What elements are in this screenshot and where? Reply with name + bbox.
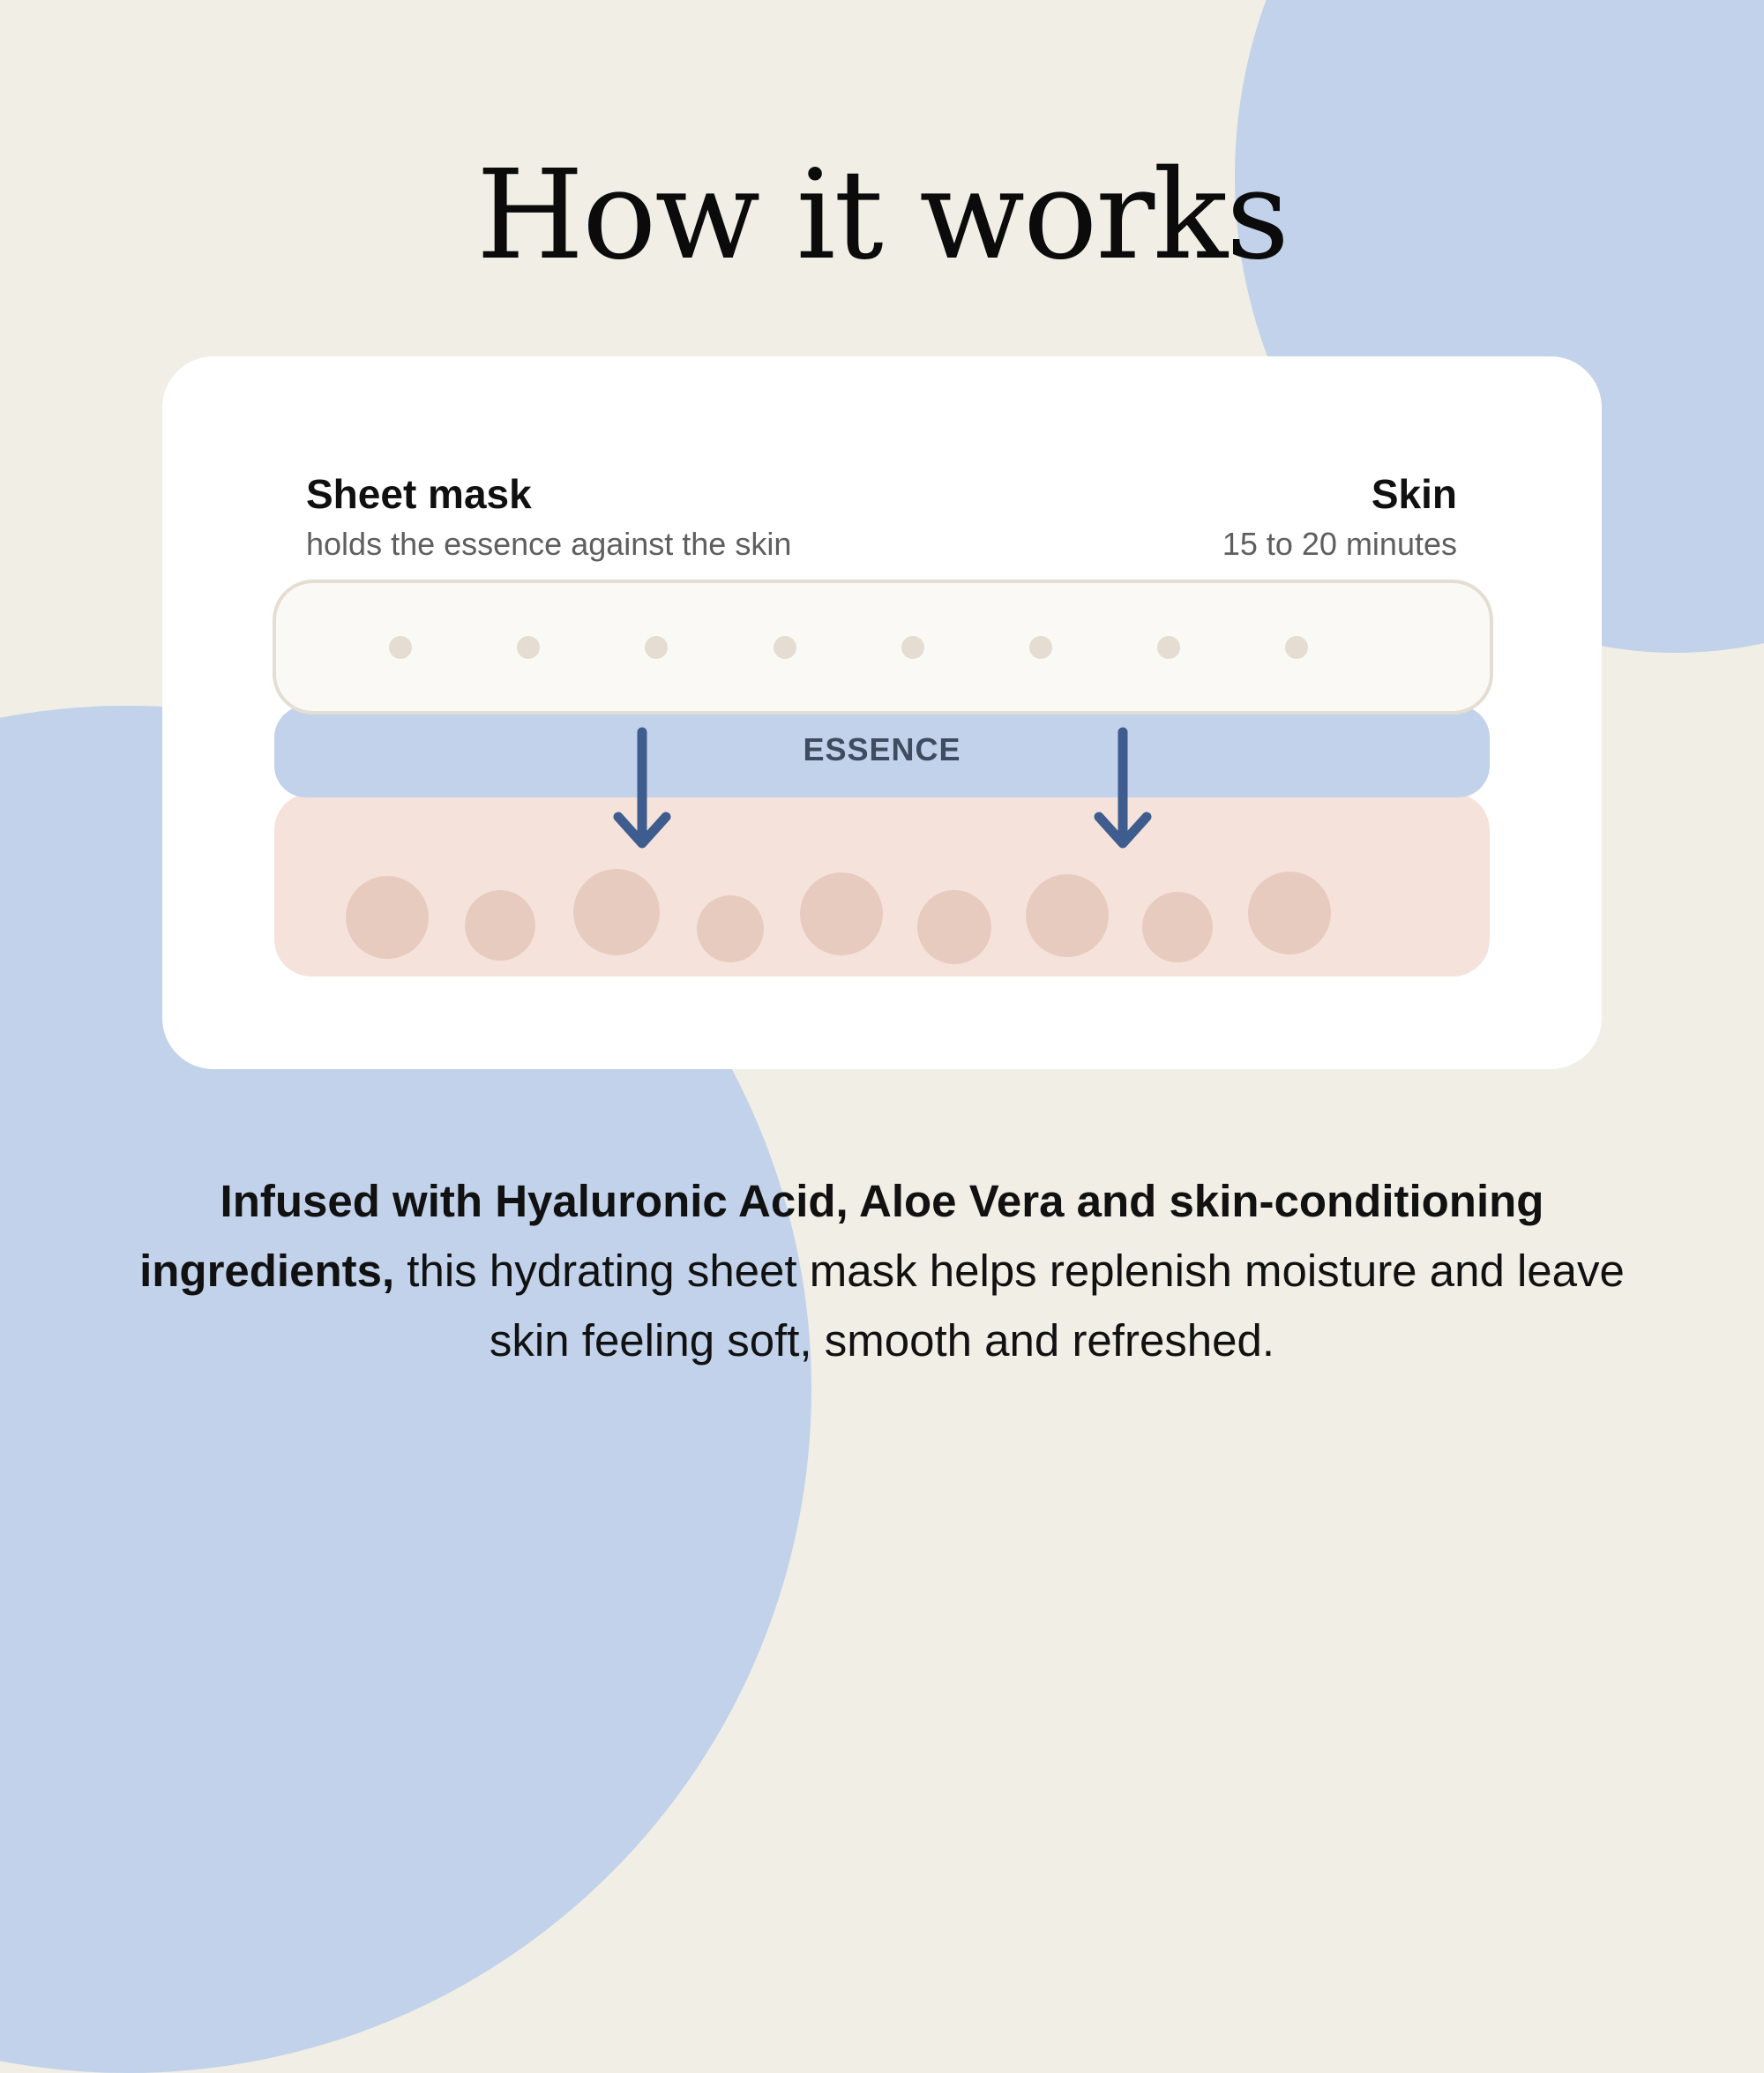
sheet-mask-layer (273, 580, 1493, 715)
skin-cell (465, 890, 535, 961)
skin-cell (573, 869, 660, 955)
arrow-down-icon (611, 725, 673, 856)
essence-label: ESSENCE (803, 731, 961, 767)
skin-layer (274, 793, 1490, 977)
skin-cell (1142, 892, 1213, 962)
sheet-mask-label (306, 469, 791, 570)
skin-cell (1026, 874, 1109, 957)
mask-pore (389, 636, 412, 659)
mask-pore (901, 636, 924, 659)
skin-cell (697, 895, 764, 962)
skin-cell (800, 872, 883, 955)
mask-pore (774, 636, 796, 659)
mask-pore (517, 636, 540, 659)
skin-cell (1248, 872, 1331, 954)
essence-layer (274, 706, 1490, 797)
sheet-mask-subtext: holds the essence against the skin (306, 526, 792, 562)
product-description (132, 1166, 1632, 1375)
description-highlight: Infused with Hyaluronic Acid, Aloe Vera and skin-conditioning ingredients, (139, 1176, 1544, 1296)
skin-cell (917, 890, 991, 964)
mask-pore (1285, 636, 1308, 659)
mask-pore (645, 636, 668, 659)
mask-pore (1029, 636, 1052, 659)
description-body: this hydrating sheet mask helps replenish moisture and leave skin feeling soft, smooth and refreshed. (394, 1246, 1625, 1366)
diagram-card (162, 356, 1602, 1069)
skin-cell (346, 876, 429, 959)
page-title: How it works (476, 144, 1288, 288)
arrow-down-icon (1092, 725, 1154, 856)
skin-heading: Skin (1371, 471, 1457, 517)
sheet-mask-heading: Sheet mask (306, 471, 532, 517)
mask-pore (1157, 636, 1180, 659)
skin-label (1222, 469, 1457, 570)
skin-subtext: 15 to 20 minutes (1222, 526, 1457, 562)
